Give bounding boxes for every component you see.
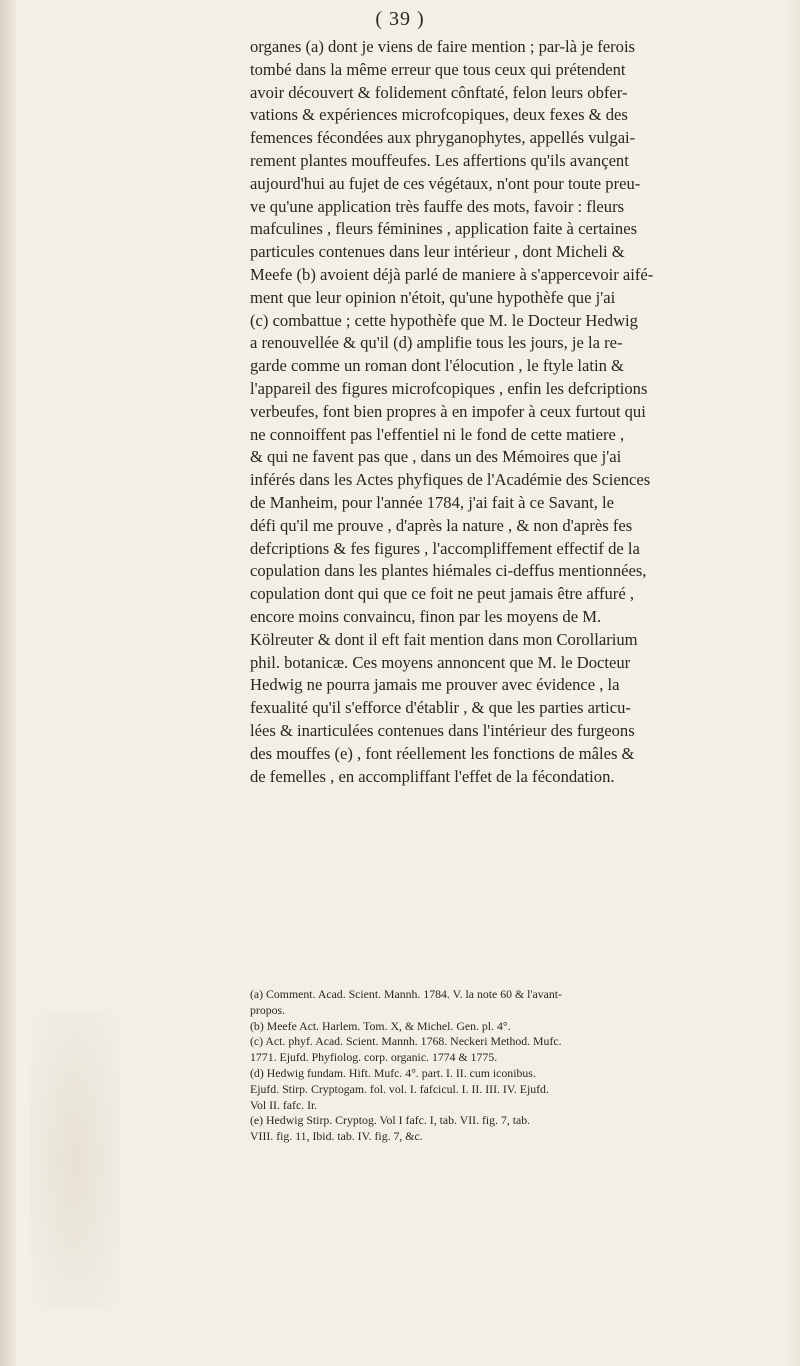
body-line: femences fécondées aux phryganophytes, appellés vulgai- [250,128,636,148]
body-line: defcriptions & fes figures , l'accompliffement effectif de la [250,538,640,558]
footnote-line: (d) Hedwig fundam. Hift. Mufc. 4°. part. I. II. cum iconibus. [250,1065,536,1080]
body-line: particules contenues dans leur intérieur , dont Micheli & [250,242,625,262]
footnote-line: (c) Act. phyf. Acad. Scient. Mannh. 1768. Neckeri Method. Mufc. [250,1034,562,1049]
body-line: inférés dans les Actes phyfiques de l'Académie des Sciences [250,470,651,490]
footnote-line: Vol II. fafc. Ir. [250,1097,318,1112]
body-line: rement plantes mouffeufes. Les affertions qu'ils avançent [250,150,629,170]
footnote-line: VIII. fig. 11, Ibid. tab. IV. fig. 7, &c. [250,1129,423,1144]
body-line: défi qu'il me prouve , d'après la nature , & non d'après fes [250,515,633,535]
page-edge [788,0,800,1366]
footnote-line: propos. [250,1002,286,1017]
body-line: de Manheim, pour l'année 1784, j'ai fait à ce Savant, le [250,492,615,512]
body-line: copulation dans les plantes hiémales ci-deffus mentionnées, [250,561,647,581]
footnotes [250,987,790,1145]
footnote-line: (b) Meefe Act. Harlem. Tom. X, & Michel. Gen. pl. 4°. [250,1018,511,1033]
body-line: des mouffes (e) , font réellement les fonctions de mâles & [250,743,635,763]
body-line: lées & inarticulées contenues dans l'intérieur des furgeons [250,720,635,740]
footnote-line: (e) Hedwig Stirp. Cryptog. Vol I fafc. I, tab. VII. fig. 7, tab. [250,1113,531,1128]
body-line: ne connoiffent pas l'effentiel ni le fond de cette matiere , [250,424,625,444]
paper-stain [30,1010,120,1310]
body-line: (c) combattue ; cette hypothèfe que M. le Docteur Hedwig [250,310,638,330]
footnote-line: Ejufd. Stirp. Cryptogam. fol. vol. I. fafcicul. I. II. III. IV. Ejufd. [250,1081,549,1096]
footnote-line: 1771. Ejufd. Phyfiolog. corp. organic. 1774 & 1775. [250,1050,498,1065]
body-line: tombé dans la même erreur que tous ceux qui prétendent [250,59,626,79]
body-line: garde comme un roman dont l'élocution , le ftyle latin & [250,356,624,376]
body-line: avoir découvert & folidement cônftaté, felon leurs obfer- [250,82,628,102]
page-number: ( 39 ) [375,8,425,30]
body-line: mafculines , fleurs féminines , application faite à certaines [250,219,638,239]
body-line: de femelles , en accompliffant l'effet de la fécondation. [250,766,615,786]
body-line: a renouvellée & qu'il (d) amplifie tous les jours, je la re- [250,333,623,353]
body-line: Meefe (b) avoient déjà parlé de maniere à s'appercevoir aifé- [250,264,654,284]
body-line: phil. botanicæ. Ces moyens annoncent que M. le Docteur [250,652,631,672]
body-line: ment que leur opinion n'étoit, qu'une hypothèfe que j'ai [250,287,616,307]
body-line: l'appareil des figures microfcopiques , enfin les defcriptions [250,378,648,398]
body-line: organes (a) dont je viens de faire mention ; par-là je ferois [250,37,636,56]
body-line: encore moins convaincu, finon par les moyens de M. [250,606,602,626]
body-line: & qui ne favent pas que , dans un des Mémoires que j'ai [250,447,622,467]
body-line: Hedwig ne pourra jamais me prouver avec évidence , la [250,675,620,695]
body-line: fexualité qu'il s'efforce d'établir , & que les parties articu- [250,698,631,718]
footnote-line: (a) Comment. Acad. Scient. Mannh. 1784. V. la note 60 & l'avant- [250,987,562,1001]
body-line: verbeufes, font bien propres à en impofer à ceux furtout qui [250,401,646,421]
body-line: aujourd'hui au fujet de ces végétaux, n'ont pour toute preu- [250,173,641,193]
body-text [250,36,770,788]
body-line: ve qu'une application très fauffe des mots, favoir : fleurs [250,196,625,216]
body-line: vations & expériences microfcopiques, deux fexes & des [250,105,628,125]
body-line: copulation dont qui que ce foit ne peut jamais être affuré , [250,584,634,604]
body-line: Kölreuter & dont il eft fait mention dans mon Corollarium [250,629,638,649]
page-gutter-shadow [0,0,16,1366]
